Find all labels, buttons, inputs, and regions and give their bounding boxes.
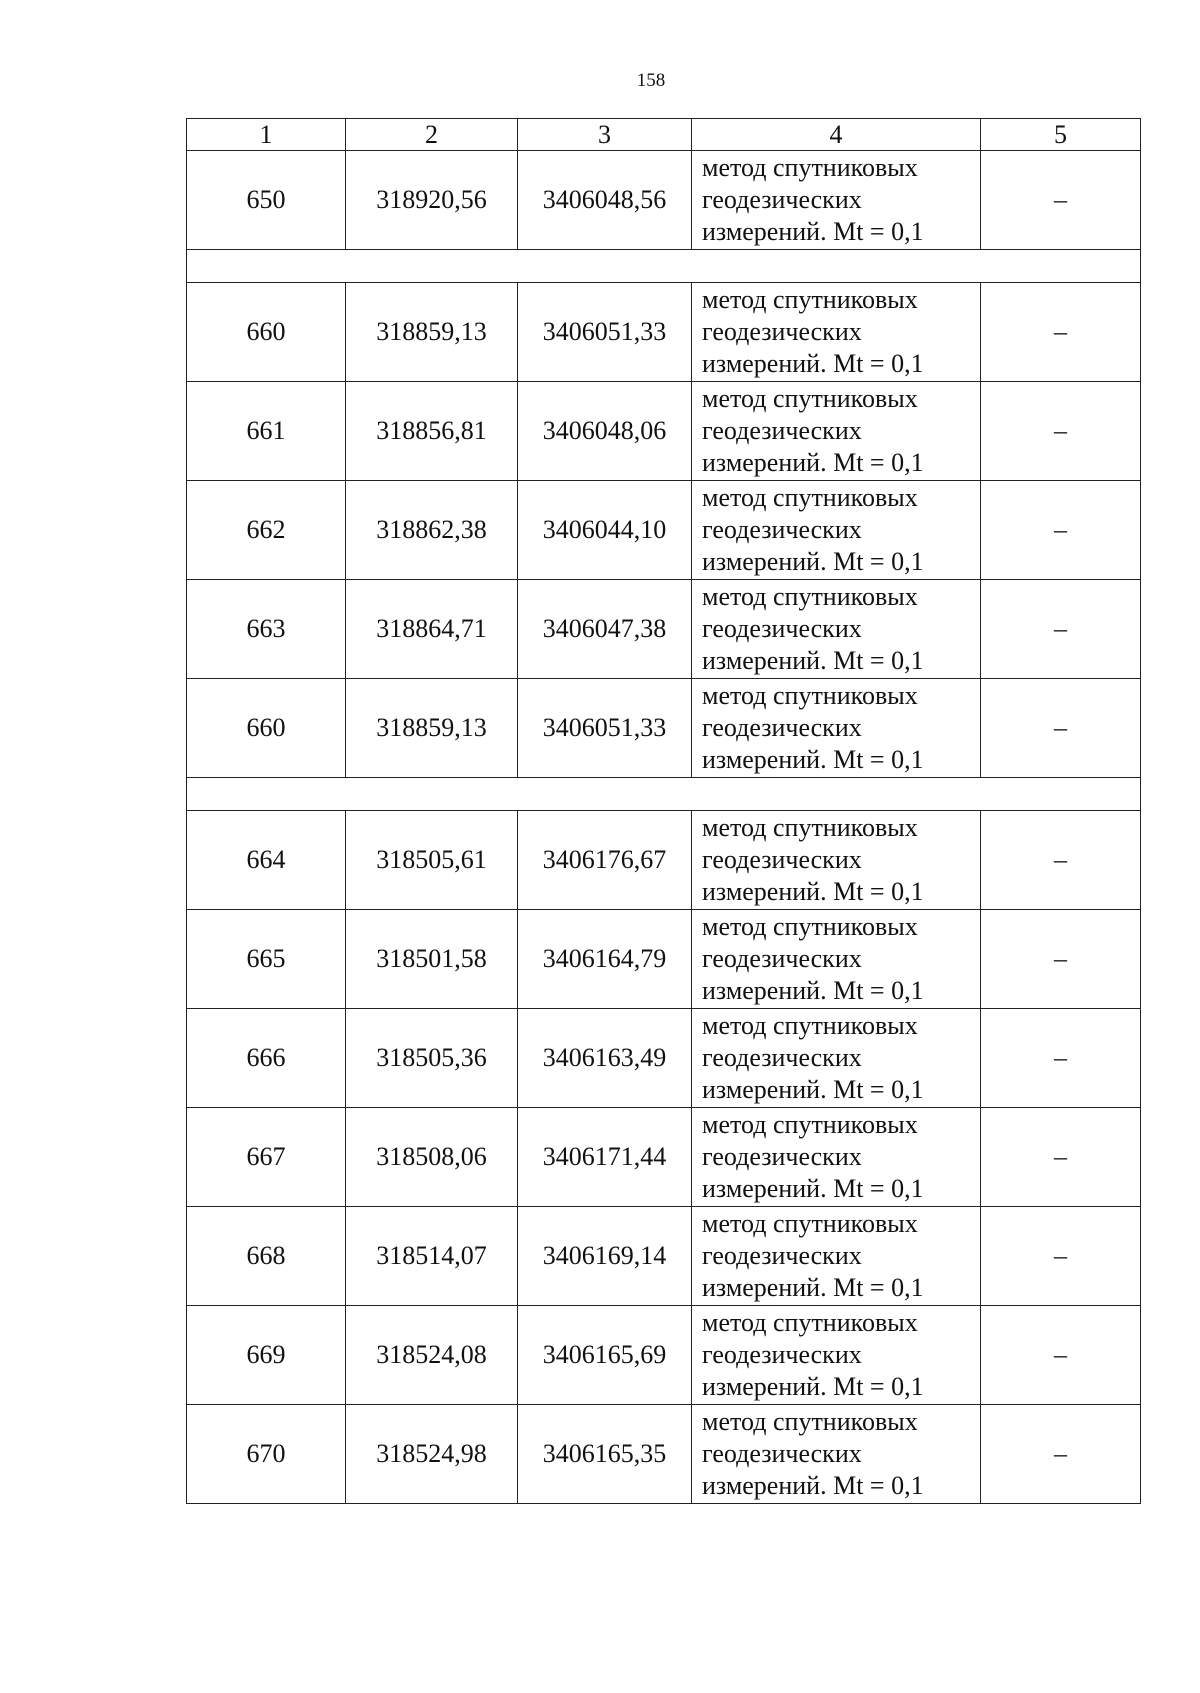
method-line: измерений. Mt = 0,1 xyxy=(702,976,924,1005)
y-coordinate-cell: 3406044,10 xyxy=(518,481,692,580)
method-cell xyxy=(692,1306,981,1405)
method-line: геодезических xyxy=(702,515,862,544)
method-line: метод спутниковых xyxy=(702,384,918,413)
method-line: метод спутниковых xyxy=(702,582,918,611)
point-number-cell: 665 xyxy=(187,910,346,1009)
x-coordinate-cell: 318501,58 xyxy=(346,910,518,1009)
method-line: измерений. Mt = 0,1 xyxy=(702,448,924,477)
method-line: измерений. Mt = 0,1 xyxy=(702,1075,924,1104)
method-line: метод спутниковых xyxy=(702,1110,918,1139)
method-line: метод спутниковых xyxy=(702,285,918,314)
method-line: измерений. Mt = 0,1 xyxy=(702,877,924,906)
y-coordinate-cell: 3406163,49 xyxy=(518,1009,692,1108)
header-cell: 2 xyxy=(346,119,518,151)
point-number-cell: 669 xyxy=(187,1306,346,1405)
table-row xyxy=(187,910,1141,1009)
method-cell xyxy=(692,679,981,778)
x-coordinate-cell: 318859,13 xyxy=(346,283,518,382)
method-cell xyxy=(692,382,981,481)
header-cell: 4 xyxy=(692,119,981,151)
x-coordinate-cell: 318505,36 xyxy=(346,1009,518,1108)
table-row xyxy=(187,679,1141,778)
note-cell: – xyxy=(981,283,1141,382)
header-cell: 1 xyxy=(187,119,346,151)
x-coordinate-cell: 318514,07 xyxy=(346,1207,518,1306)
note-cell: – xyxy=(981,1207,1141,1306)
note-cell: – xyxy=(981,1009,1141,1108)
table-row xyxy=(187,382,1141,481)
x-coordinate-cell: 318920,56 xyxy=(346,151,518,250)
table-row xyxy=(187,811,1141,910)
method-cell xyxy=(692,580,981,679)
method-line: геодезических xyxy=(702,944,862,973)
table-row xyxy=(187,580,1141,679)
table-body xyxy=(187,119,1141,1504)
method-cell xyxy=(692,151,981,250)
table-row xyxy=(187,481,1141,580)
y-coordinate-cell: 3406176,67 xyxy=(518,811,692,910)
method-line: измерений. Mt = 0,1 xyxy=(702,217,924,246)
method-cell xyxy=(692,1108,981,1207)
method-cell xyxy=(692,910,981,1009)
method-line: метод спутниковых xyxy=(702,1407,918,1436)
y-coordinate-cell: 3406165,69 xyxy=(518,1306,692,1405)
method-line: измерений. Mt = 0,1 xyxy=(702,646,924,675)
method-cell xyxy=(692,1009,981,1108)
method-line: измерений. Mt = 0,1 xyxy=(702,1273,924,1302)
separator-row xyxy=(187,250,1141,283)
method-line: геодезических xyxy=(702,416,862,445)
method-line: геодезических xyxy=(702,614,862,643)
method-line: геодезических xyxy=(702,845,862,874)
method-line: геодезических xyxy=(702,1142,862,1171)
method-line: метод спутниковых xyxy=(702,813,918,842)
x-coordinate-cell: 318864,71 xyxy=(346,580,518,679)
x-coordinate-cell: 318524,08 xyxy=(346,1306,518,1405)
note-cell: – xyxy=(981,910,1141,1009)
point-number-cell: 660 xyxy=(187,679,346,778)
header-row xyxy=(187,119,1141,151)
table-row xyxy=(187,151,1141,250)
note-cell: – xyxy=(981,481,1141,580)
point-number-cell: 661 xyxy=(187,382,346,481)
point-number-cell: 664 xyxy=(187,811,346,910)
y-coordinate-cell: 3406169,14 xyxy=(518,1207,692,1306)
x-coordinate-cell: 318856,81 xyxy=(346,382,518,481)
note-cell: – xyxy=(981,1405,1141,1504)
method-line: метод спутниковых xyxy=(702,153,918,182)
method-line: геодезических xyxy=(702,185,862,214)
method-line: измерений. Mt = 0,1 xyxy=(702,1471,924,1500)
method-line: метод спутниковых xyxy=(702,483,918,512)
y-coordinate-cell: 3406048,56 xyxy=(518,151,692,250)
method-line: измерений. Mt = 0,1 xyxy=(702,349,924,378)
method-line: измерений. Mt = 0,1 xyxy=(702,1174,924,1203)
method-line: геодезических xyxy=(702,1340,862,1369)
x-coordinate-cell: 318508,06 xyxy=(346,1108,518,1207)
note-cell: – xyxy=(981,151,1141,250)
point-number-cell: 660 xyxy=(187,283,346,382)
y-coordinate-cell: 3406165,35 xyxy=(518,1405,692,1504)
separator-cell xyxy=(187,778,1141,811)
method-cell xyxy=(692,811,981,910)
table-row xyxy=(187,1009,1141,1108)
y-coordinate-cell: 3406047,38 xyxy=(518,580,692,679)
separator-cell xyxy=(187,250,1141,283)
y-coordinate-cell: 3406051,33 xyxy=(518,283,692,382)
method-line: метод спутниковых xyxy=(702,1209,918,1238)
table-row xyxy=(187,1405,1141,1504)
method-cell xyxy=(692,283,981,382)
point-number-cell: 666 xyxy=(187,1009,346,1108)
method-line: измерений. Mt = 0,1 xyxy=(702,1372,924,1401)
page-number: 158 xyxy=(636,70,666,91)
method-cell xyxy=(692,1405,981,1504)
y-coordinate-cell: 3406171,44 xyxy=(518,1108,692,1207)
method-line: геодезических xyxy=(702,1241,862,1270)
x-coordinate-cell: 318524,98 xyxy=(346,1405,518,1504)
table-row xyxy=(187,283,1141,382)
method-line: геодезических xyxy=(702,317,862,346)
method-line: метод спутниковых xyxy=(702,912,918,941)
method-line: геодезических xyxy=(702,713,862,742)
note-cell: – xyxy=(981,580,1141,679)
separator-row xyxy=(187,778,1141,811)
method-cell xyxy=(692,481,981,580)
note-cell: – xyxy=(981,1108,1141,1207)
x-coordinate-cell: 318505,61 xyxy=(346,811,518,910)
coordinates-table xyxy=(186,118,1141,1504)
x-coordinate-cell: 318859,13 xyxy=(346,679,518,778)
header-cell: 5 xyxy=(981,119,1141,151)
point-number-cell: 662 xyxy=(187,481,346,580)
point-number-cell: 668 xyxy=(187,1207,346,1306)
table-row xyxy=(187,1108,1141,1207)
note-cell: – xyxy=(981,382,1141,481)
method-line: измерений. Mt = 0,1 xyxy=(702,745,924,774)
note-cell: – xyxy=(981,1306,1141,1405)
y-coordinate-cell: 3406048,06 xyxy=(518,382,692,481)
point-number-cell: 667 xyxy=(187,1108,346,1207)
point-number-cell: 663 xyxy=(187,580,346,679)
y-coordinate-cell: 3406051,33 xyxy=(518,679,692,778)
note-cell: – xyxy=(981,811,1141,910)
point-number-cell: 670 xyxy=(187,1405,346,1504)
method-cell xyxy=(692,1207,981,1306)
method-line: метод спутниковых xyxy=(702,681,918,710)
table-row xyxy=(187,1207,1141,1306)
header-cell: 3 xyxy=(518,119,692,151)
note-cell: – xyxy=(981,679,1141,778)
table-row xyxy=(187,1306,1141,1405)
point-number-cell: 650 xyxy=(187,151,346,250)
method-line: геодезических xyxy=(702,1043,862,1072)
x-coordinate-cell: 318862,38 xyxy=(346,481,518,580)
y-coordinate-cell: 3406164,79 xyxy=(518,910,692,1009)
method-line: измерений. Mt = 0,1 xyxy=(702,547,924,576)
method-line: метод спутниковых xyxy=(702,1308,918,1337)
method-line: геодезических xyxy=(702,1439,862,1468)
method-line: метод спутниковых xyxy=(702,1011,918,1040)
